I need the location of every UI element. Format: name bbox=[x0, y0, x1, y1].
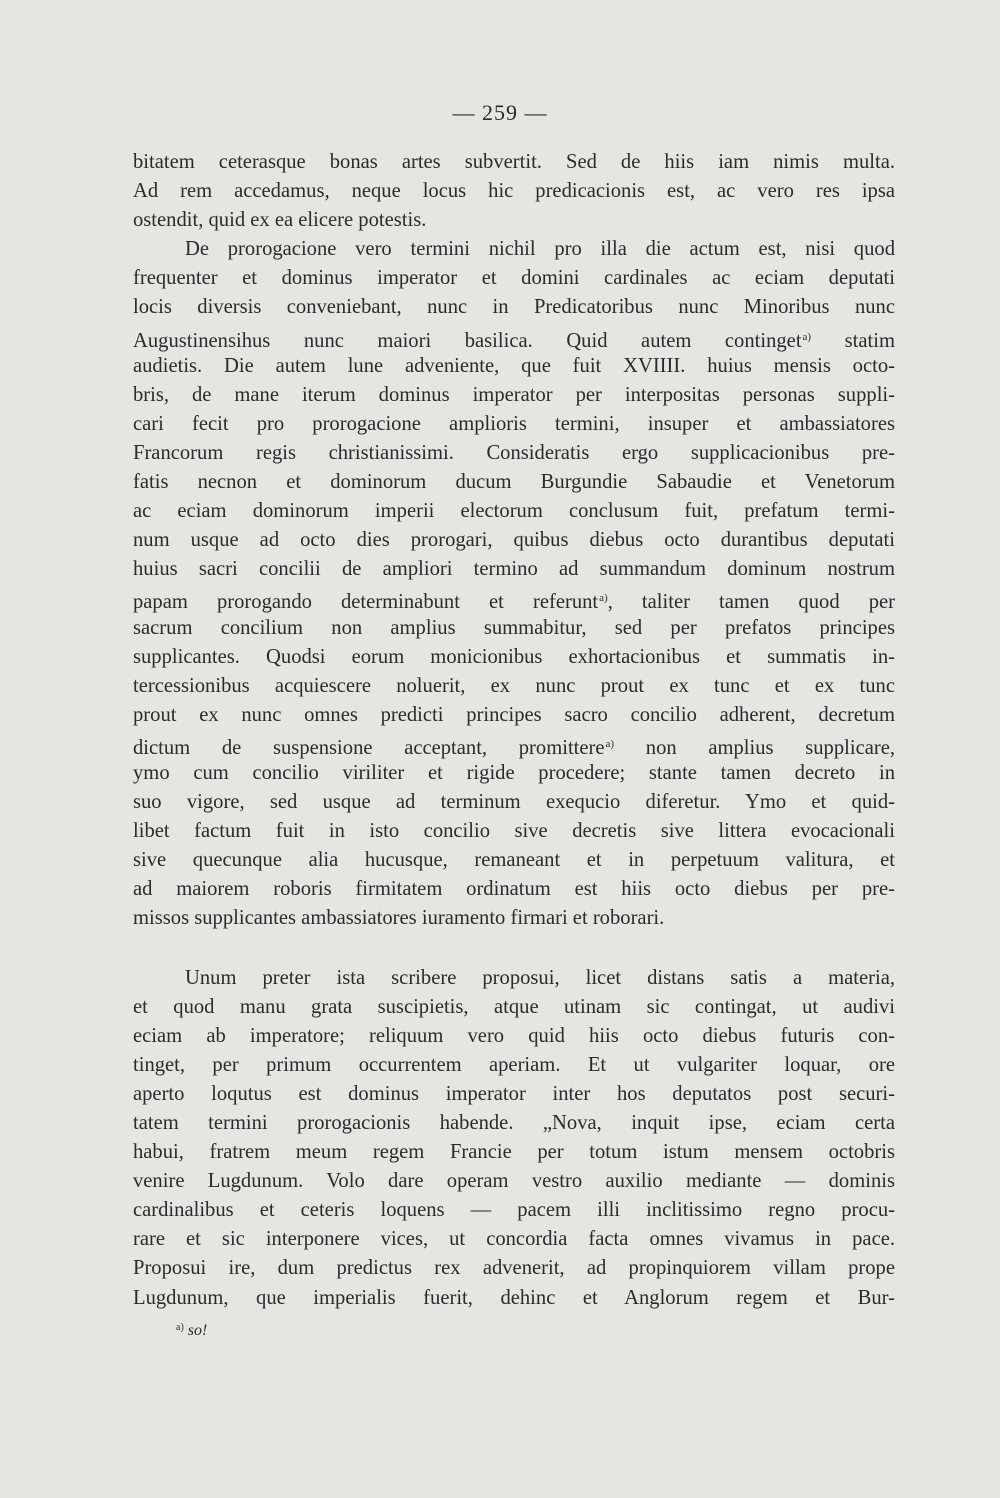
text-line: habui, fratrem meum regem Francie per totum istum mensem octobris bbox=[133, 1141, 895, 1164]
text-line: Ad rem accedamus, neque locus hic predicacionis est, ac vero res ipsa bbox=[133, 180, 895, 203]
text-line: tinget, per primum occurrentem aperiam. Et ut vulgariter loquar, ore bbox=[133, 1053, 895, 1076]
text-line: locis diversis conveniebant, nunc in Predicatoribus nunc Minoribus nunc bbox=[133, 296, 895, 319]
text-line: tatem termini prorogacionis habende. „Nova, inquit ipse, eciam certa bbox=[133, 1112, 895, 1134]
text-line: supplicantes. Quodsi eorum monicionibus exhortacionibus et summatis in- bbox=[133, 645, 895, 668]
text-line: bris, de mane iterum dominus imperator per interpositas personas suppli- bbox=[133, 383, 895, 406]
text-line: aperto loqutus est dominus imperator inter hos deputatos post securi- bbox=[133, 1082, 895, 1105]
text-line: Unum preter ista scribere proposui, licet distans satis a materia, bbox=[185, 966, 895, 989]
text-line: Francorum regis christianissimi. Consideratis ergo supplicacionibus pre- bbox=[133, 441, 895, 464]
footnote-text: so! bbox=[187, 1322, 208, 1339]
text-line: missos supplicantes ambassiatores iuramento firmari et roborari. bbox=[133, 907, 665, 930]
text-line: ostendit, quid ex ea elicere potestis. bbox=[133, 209, 427, 232]
text-line: frequenter et dominus imperator et domini cardinales ac eciam deputati bbox=[133, 267, 895, 290]
text-line: venire Lugdunum. Volo dare operam vestro auxilio mediante — dominis bbox=[133, 1170, 895, 1193]
text-line: sacrum concilium non amplius summabitur, sed per prefatos principes bbox=[133, 616, 895, 639]
page-number: — 259 — bbox=[452, 100, 548, 125]
text-line: audietis. Die autem lune adveniente, que fuit XVIIII. huius mensis octo- bbox=[133, 354, 895, 377]
text-line: Lugdunum, que imperialis fuerit, dehinc et Anglorum regem et Bur- bbox=[133, 1286, 895, 1309]
footnote-reference: a) bbox=[605, 737, 615, 750]
text-line: cardinalibus et ceteris loquens — pacem illi inclitissimo regno procu- bbox=[133, 1199, 895, 1222]
footnote-reference: a) bbox=[802, 330, 812, 343]
page-header bbox=[0, 100, 1000, 126]
text-line: huius sacri concilii de ampliori termino ad summandum dominum nostrum bbox=[133, 558, 895, 581]
footnote-reference: a) bbox=[599, 592, 608, 605]
text-line: cari fecit pro prorogacione amplioris termini, insuper et ambassiatores bbox=[133, 412, 895, 435]
text-line: suo vigore, sed usque ad terminum exequcio diferetur. Ymo et quid- bbox=[133, 791, 895, 814]
footnote bbox=[176, 1322, 207, 1340]
text-line: papam prorogando determinabunt et referunt$^{a)}$, taliter tamen quod per bbox=[133, 591, 895, 614]
text-line: libet factum fuit in isto concilio sive decretis sive littera evocacionali bbox=[133, 820, 895, 843]
text-line: eciam ab imperatore; reliquum vero quid hiis octo diebus futuris con- bbox=[133, 1024, 895, 1047]
text-line: ac eciam dominorum imperii electorum conclusum fuit, prefatum termi- bbox=[133, 500, 895, 523]
text-line: num usque ad octo dies prorogari, quibus diebus octo durantibus deputati bbox=[133, 529, 895, 552]
body-text bbox=[133, 148, 895, 1313]
text-line: et quod manu grata suscipietis, atque utinam sic contingat, ut audivi bbox=[133, 995, 895, 1018]
text-line: Augustinensihus nunc maiori basilica. Quid autem continget$^{a)}$ statim bbox=[133, 329, 895, 352]
text-line: Proposui ire, dum predictus rex advenerit, ad propinquiorem villam prope bbox=[133, 1257, 895, 1280]
paragraph-gap bbox=[133, 934, 895, 964]
text-line: fatis necnon et dominorum ducum Burgundie Sabaudie et Venetorum bbox=[133, 471, 895, 494]
text-line: prout ex nunc omnes predicti principes sacro concilio adherent, decretum bbox=[133, 703, 895, 726]
text-line: tercessionibus acquiescere noluerit, ex nunc prout ex tunc et ex tunc bbox=[133, 674, 895, 697]
text-line: ad maiorem roboris firmitatem ordinatum est hiis octo diebus per pre- bbox=[133, 878, 895, 901]
footnote-marker: a) bbox=[176, 1322, 184, 1333]
text-line: bitatem ceterasque bonas artes subvertit. Sed de hiis iam nimis multa. bbox=[133, 151, 895, 173]
text-line: dictum de suspensione acceptant, promittere$^{a)}$ non amplius supplicare, bbox=[133, 736, 896, 759]
text-line: De prorogacione vero termini nichil pro illa die actum est, nisi quod bbox=[185, 238, 895, 261]
text-line: rare et sic interponere vices, ut concordia facta omnes vivamus in pace. bbox=[133, 1228, 895, 1251]
text-line: sive quecunque alia hucusque, remaneant et in perpetuum valitura, et bbox=[133, 849, 895, 872]
text-line: ymo cum concilio viriliter et rigide procedere; stante tamen decreto in bbox=[133, 761, 895, 784]
